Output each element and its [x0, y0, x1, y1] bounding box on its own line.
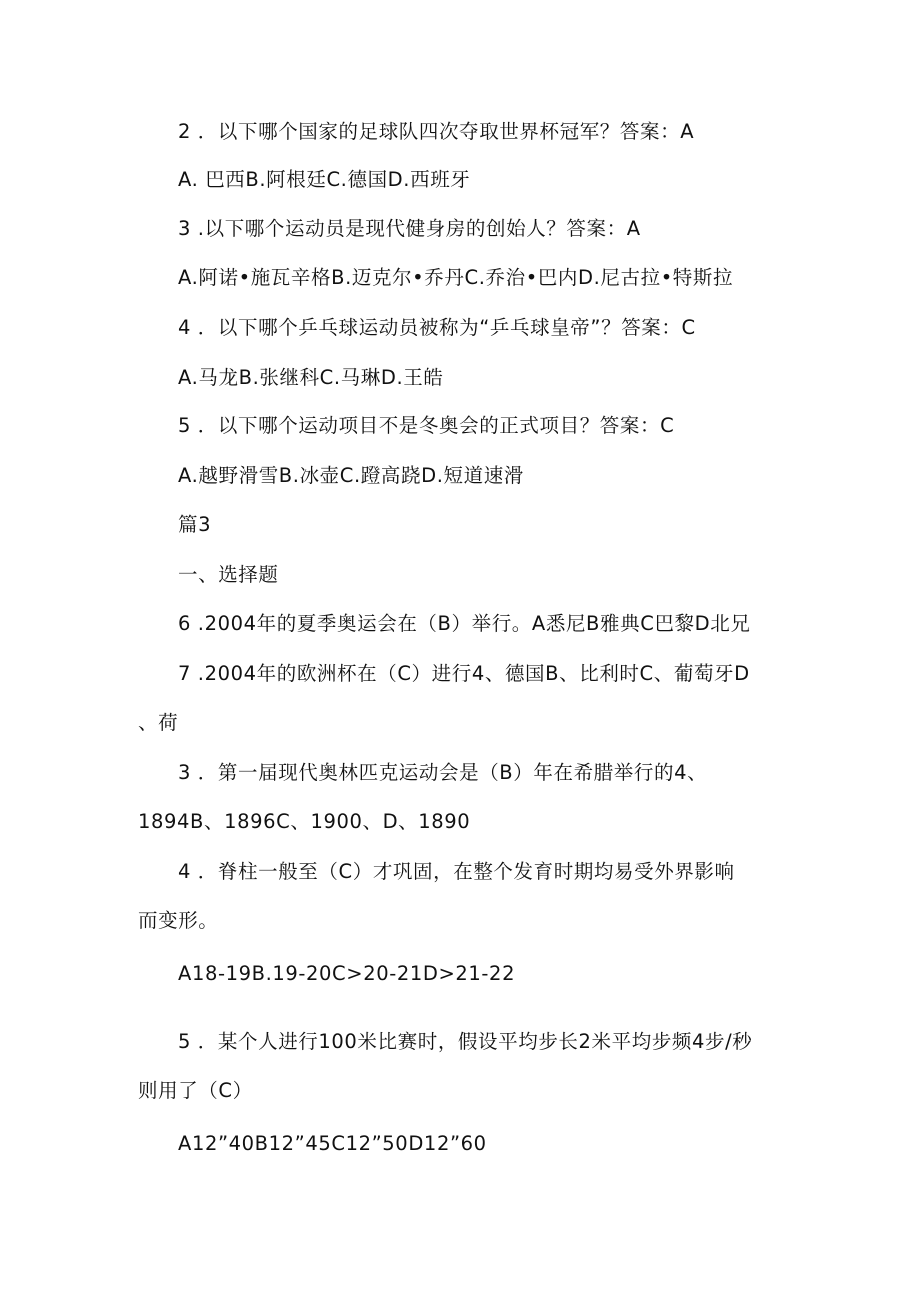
- question-4b: 4 ．脊柱一般至（C）才巩固，在整个发育时期均易受外界影响: [178, 860, 735, 883]
- question-5: 5 ．以下哪个运动项目不是冬奥会的正式项目？答案：C: [178, 414, 675, 437]
- question-4b-options: A18-19B.19-20C>20-21D>21-22: [178, 962, 516, 985]
- question-7-continuation: 、荷: [138, 711, 179, 734]
- question-5b-continuation: 则用了（C）: [138, 1079, 253, 1102]
- question-4b-continuation: 而变形。: [138, 909, 219, 932]
- section-heading: 篇3: [178, 513, 212, 536]
- question-2: 2 ．以下哪个国家的足球队四次夺取世界杯冠军？答案：A: [178, 120, 695, 143]
- question-4: 4 ．以下哪个乒乓球运动员被称为“乒乓球皇帝”？答案：C: [178, 316, 696, 339]
- question-3b: 3 ．第一届现代奥林匹克运动会是（B）年在希腊举行的4、: [178, 761, 708, 784]
- question-5-options: A.越野滑雪B.冰壶C.蹬高跷D.短道速滑: [178, 464, 524, 487]
- subsection-heading: 一、选择题: [178, 563, 279, 586]
- question-6: 6 .2004年的夏季奥运会在（B）举行。A悉尼B雅典C巴黎D北兄: [178, 612, 751, 635]
- question-3b-options: 1894B、1896C、1900、D、1890: [138, 810, 471, 833]
- question-7: 7 .2004年的欧洲杯在（C）进行4、德国B、比利时C、葡萄牙D: [178, 662, 750, 685]
- question-3: 3 .以下哪个运动员是现代健身房的创始人？答案：A: [178, 217, 641, 240]
- question-4-options: A.马龙B.张继科C.马琳D.王皓: [178, 366, 444, 389]
- question-3-options: A.阿诺•施瓦辛格B.迈克尔•乔丹C.乔治•巴内D.尼古拉•特斯拉: [178, 266, 734, 289]
- question-5b-options: A12”40B12”45C12”50D12”60: [178, 1132, 487, 1155]
- question-5b: 5 ．某个人进行100米比赛时，假设平均步长2米平均步频4步/秒: [178, 1030, 753, 1053]
- question-2-options: A. 巴西B.阿根廷C.德国D.西班牙: [178, 168, 471, 191]
